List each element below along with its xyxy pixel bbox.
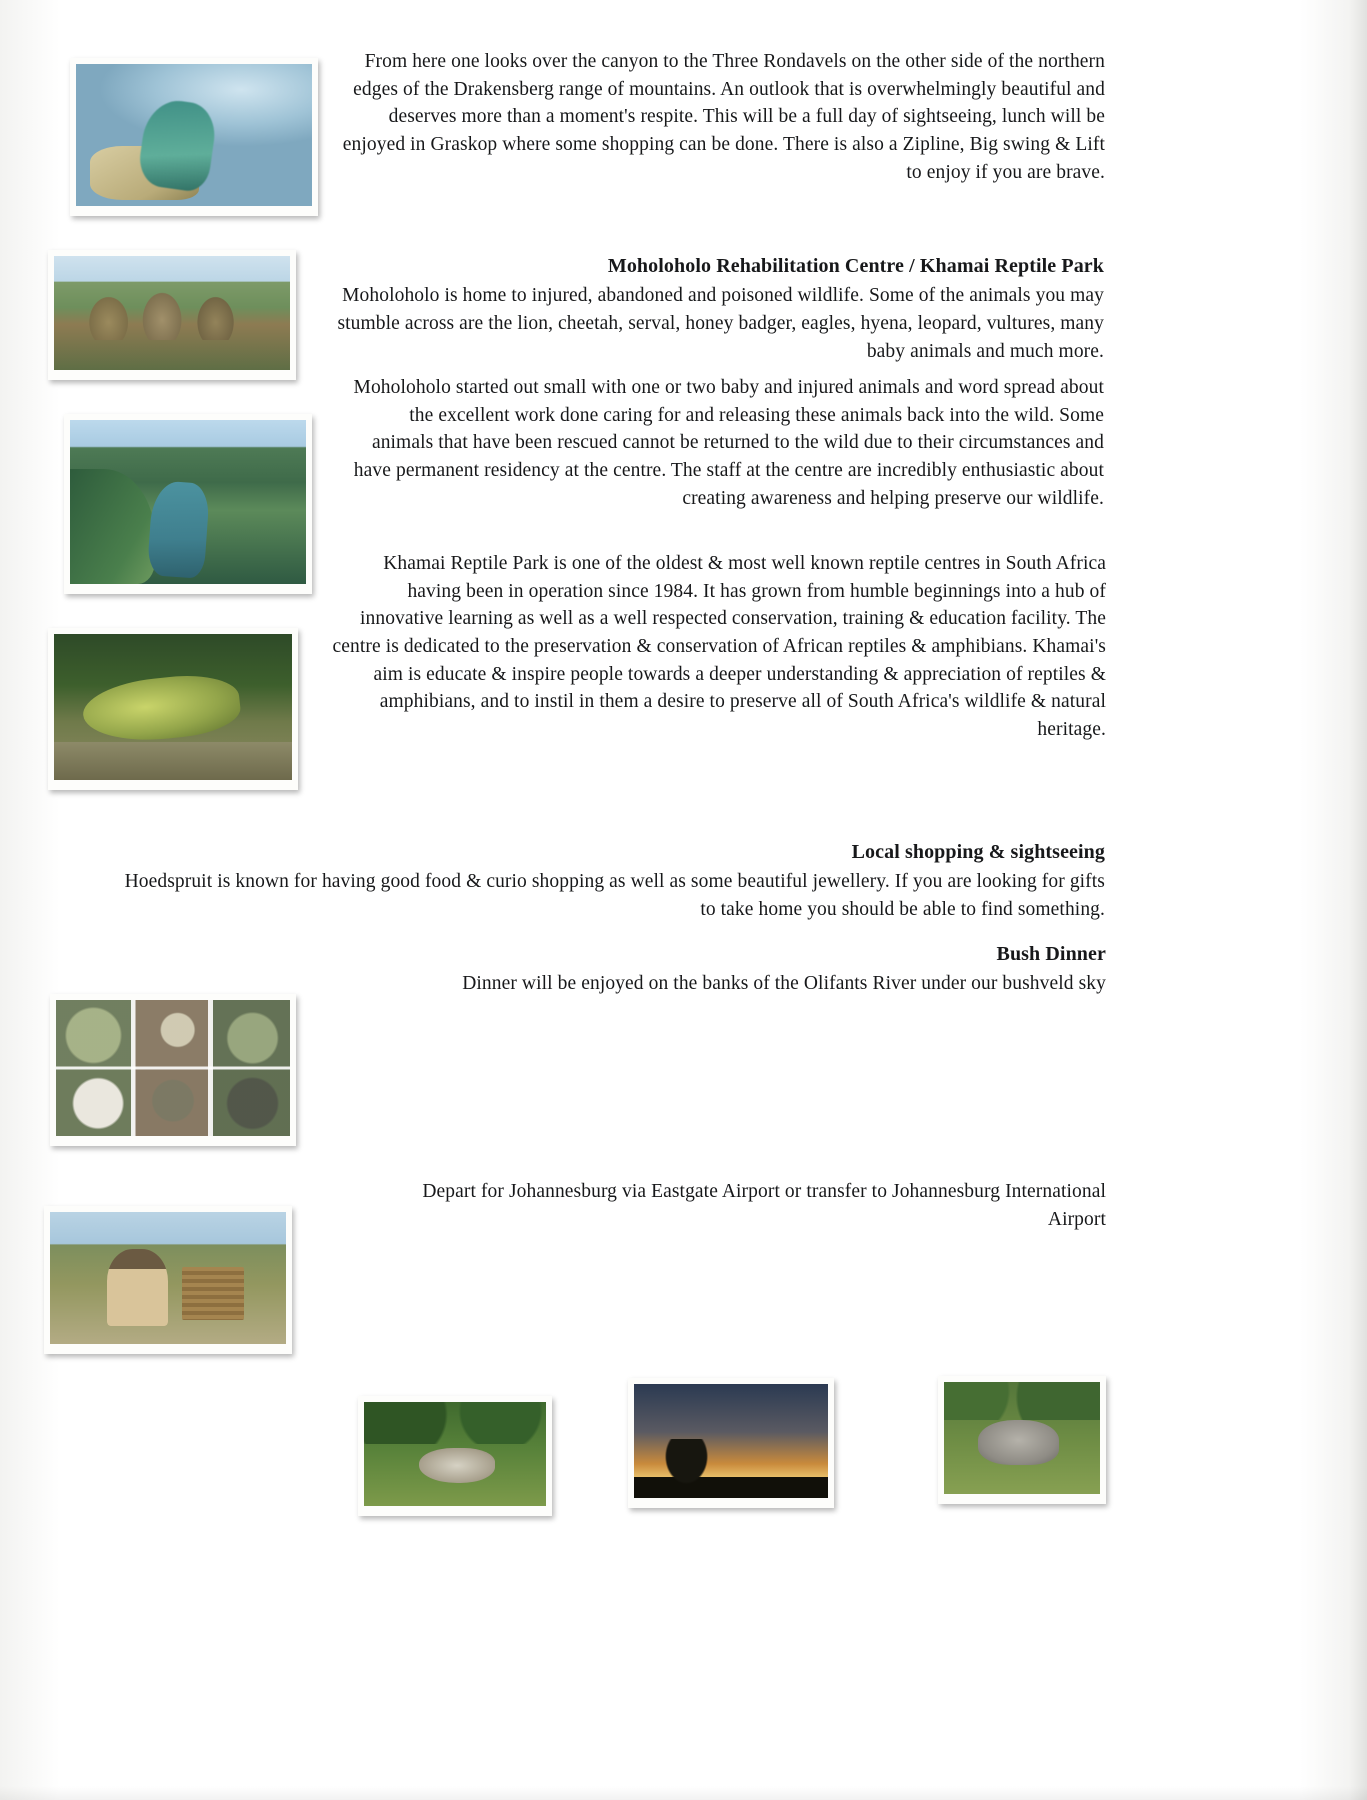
paragraph-bush-dinner: Dinner will be enjoyed on the banks of the Olifants River under our bushveld sky [462, 973, 1106, 995]
photo-bush-sunset [628, 1378, 834, 1508]
photo-reptile-lizard-image [54, 634, 292, 780]
photo-bush-sunset-image [634, 1384, 828, 1498]
paragraph-depart-wrap [372, 1178, 1106, 1233]
photo-reptile-lizard [48, 628, 298, 790]
photo-thatch-hut [44, 1206, 292, 1354]
paragraph-moholoholo-story: Moholoholo started out small with one or two baby and injured animals and word spread about the excellent work done caring for and releasing these animals back into the wild. Some animals that have been rescued cannot be returned to the wild due to their circumstances and have permanent residency at the centre. The staff at the centre are incredibly enthusiastic about creating awareness and helping preserve our wildlife. [353, 377, 1104, 509]
paragraph-khamai: Khamai Reptile Park is one of the oldest & most well known reptile centres in South Africa having been in operation since 1984. It has grown from humble beginnings into a hub of innovative learning as well as a well respected conservation, training & education facility. The centre is dedicated to the preservation & conservation of African reptiles & amphibians. Khamai's aim is educate & inspire people towards a deeper understanding & appreciation of reptiles & amphibians, and to instil in them a desire to preserve all of South Africa's wildlife & natural heritage. [332, 553, 1106, 741]
heading-moholoholo: Moholoholo Rehabilitation Centre / Khamai Reptile Park [607, 255, 1104, 277]
paragraph-rondavels-text: From here one looks over the canyon to the Three Rondavels on the other side of the northern edges of the Drakensberg range of mountains. An outlook that is overwhelmingly beautiful and deserves more than a moment's respite. This will be a full day of sightseeing, lunch will be enjoyed in Graskop where some shopping can be done. There is also a Zipline, Big swing & Lift to enjoy if you are brave. [342, 51, 1105, 183]
photo-three-rondavels [48, 250, 296, 380]
paragraph-depart: Depart for Johannesburg via Eastgate Airport or transfer to Johannesburg International Airport [422, 1181, 1106, 1230]
photo-moholoholo-collage-image [56, 1000, 290, 1136]
photo-elephant [938, 1376, 1106, 1504]
section-bush-dinner [318, 940, 1106, 998]
paragraph-moholoholo-intro: Moholoholo is home to injured, abandoned and poisoned wildlife. Some of the animals you may stumble across are the lion, cheetah, serval, honey badger, eagles, hyena, leopard, vultures, many baby animals and much more. [337, 285, 1104, 362]
paragraph-shopping: Hoedspruit is known for having good food & curio shopping as well as some beautiful jewellery. If you are looking for gifts to take home you should be able to find something. [124, 871, 1105, 921]
page-edge-shadow-bottom [0, 1786, 1367, 1800]
photo-canyon-river-image [76, 64, 312, 206]
photo-moholoholo-collage [50, 994, 296, 1146]
page-edge-shadow-right [1349, 0, 1367, 1800]
paragraph-khamai-wrap [330, 550, 1106, 744]
paragraph-moholoholo-story-wrap [352, 374, 1104, 512]
section-shopping [110, 838, 1105, 924]
photo-kudu [358, 1396, 552, 1516]
photo-three-rondavels-image [54, 256, 290, 370]
heading-shopping: Local shopping & sightseeing [851, 841, 1105, 863]
photo-thatch-hut-image [50, 1212, 286, 1344]
photo-blyde-canyon-image [70, 420, 306, 584]
photo-canyon-river [70, 58, 318, 216]
heading-bush-dinner: Bush Dinner [996, 943, 1106, 965]
photo-elephant-image [944, 1382, 1100, 1494]
paragraph-rondavels [340, 48, 1105, 186]
photo-kudu-image [364, 1402, 546, 1506]
section-moholoholo [336, 252, 1104, 365]
photo-blyde-canyon [64, 414, 312, 594]
